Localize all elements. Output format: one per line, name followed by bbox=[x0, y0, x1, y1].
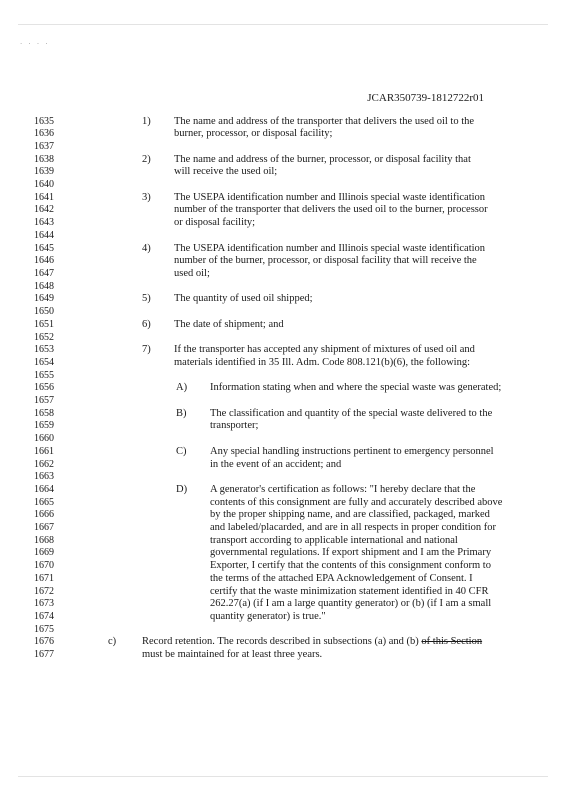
line-number: 1642 bbox=[34, 204, 54, 215]
struck-text: of this Section bbox=[421, 636, 483, 647]
line-number: 1643 bbox=[34, 217, 54, 228]
top-scan-edge bbox=[18, 24, 548, 25]
item-text-line: The quantity of used oil shipped; bbox=[174, 293, 313, 304]
line-number: 1646 bbox=[34, 255, 54, 266]
line-number: 1663 bbox=[34, 471, 54, 482]
line-number: 1676 bbox=[34, 636, 54, 647]
item-marker: D) bbox=[176, 484, 188, 495]
item-text-line: quantity generator) is true." bbox=[210, 611, 326, 622]
item-marker: 3) bbox=[142, 192, 151, 203]
item-text-line: number of the transporter that delivers the used oil to the burner, processor bbox=[174, 204, 488, 215]
line-number: 1669 bbox=[34, 547, 54, 558]
line-number: 1661 bbox=[34, 446, 54, 457]
line-number: 1650 bbox=[34, 306, 54, 317]
scan-artifact-mark: · · · · bbox=[20, 40, 50, 48]
item-text-line: The date of shipment; and bbox=[174, 319, 284, 330]
item-text-line: If the transporter has accepted any shipment of mixtures of used oil and bbox=[174, 344, 475, 355]
item-text-line: burner, processor, or disposal facility; bbox=[174, 128, 333, 139]
item-text-line: and labeled/placarded, and are in all respects in proper condition for bbox=[210, 522, 497, 533]
item-text-line: used oil; bbox=[174, 268, 210, 279]
line-number: 1653 bbox=[34, 344, 54, 355]
line-number: 1638 bbox=[34, 154, 54, 165]
line-number: 1668 bbox=[34, 535, 54, 546]
line-number: 1672 bbox=[34, 586, 54, 597]
item-text-line: must be maintained for at least three years. bbox=[142, 649, 323, 660]
item-marker: 5) bbox=[142, 293, 151, 304]
item-text-line: Any special handling instructions pertinent to emergency personnel bbox=[210, 446, 494, 457]
line-number: 1656 bbox=[34, 382, 54, 393]
item-text-line: certify that the waste minimization statement identified in 40 CFR bbox=[210, 586, 489, 597]
item-text-line: number of the burner, processor, or disposal facility that will receive the bbox=[174, 255, 477, 266]
item-marker: 2) bbox=[142, 154, 151, 165]
document-id: JCAR350739-1812722r01 bbox=[367, 92, 484, 104]
line-number: 1635 bbox=[34, 116, 54, 127]
item-text-line: A generator's certification as follows: "I hereby declare that the bbox=[210, 484, 476, 495]
item-marker: A) bbox=[176, 382, 188, 393]
line-number: 1659 bbox=[34, 420, 54, 431]
line-number: 1637 bbox=[34, 141, 54, 152]
line-number: 1667 bbox=[34, 522, 54, 533]
line-number: 1651 bbox=[34, 319, 54, 330]
retention-text: Record retention. The records described in subsections (a) and (b) bbox=[142, 636, 422, 647]
item-text-line: The name and address of the burner, processor, or disposal facility that bbox=[174, 154, 471, 165]
line-number: 1675 bbox=[34, 624, 54, 635]
item-text-line: The name and address of the transporter that delivers the used oil to the bbox=[174, 116, 475, 127]
line-number: 1655 bbox=[34, 370, 54, 381]
line-number: 1640 bbox=[34, 179, 54, 190]
line-number: 1644 bbox=[34, 230, 54, 241]
item-text-line: Exporter, I certify that the contents of this consignment conform to bbox=[210, 560, 491, 571]
item-text-line bbox=[142, 636, 482, 648]
item-text-line: by the proper shipping name, and are classified, packaged, marked bbox=[210, 509, 490, 520]
item-text-line: or disposal facility; bbox=[174, 217, 256, 228]
item-text-line: contents of this consignment are fully and accurately described above bbox=[210, 497, 503, 508]
line-number: 1673 bbox=[34, 598, 54, 609]
item-marker: c) bbox=[108, 636, 117, 647]
line-number: 1654 bbox=[34, 357, 54, 368]
item-text-line: in the event of an accident; and bbox=[210, 459, 342, 470]
item-text-line: transporter; bbox=[210, 420, 259, 431]
item-text-line: The classification and quantity of the special waste delivered to the bbox=[210, 408, 493, 419]
item-marker: 4) bbox=[142, 243, 151, 254]
line-number: 1649 bbox=[34, 293, 54, 304]
line-number: 1658 bbox=[34, 408, 54, 419]
bottom-scan-edge bbox=[18, 776, 548, 777]
item-marker: 7) bbox=[142, 344, 151, 355]
line-number: 1677 bbox=[34, 649, 54, 660]
item-marker: 6) bbox=[142, 319, 151, 330]
line-number: 1674 bbox=[34, 611, 54, 622]
line-number: 1666 bbox=[34, 509, 54, 520]
item-text-line: governmental regulations. If export shipment and I am the Primary bbox=[210, 547, 492, 558]
line-number: 1636 bbox=[34, 128, 54, 139]
item-text-line: will receive the used oil; bbox=[174, 166, 278, 177]
item-marker: 1) bbox=[142, 116, 151, 127]
line-number: 1660 bbox=[34, 433, 54, 444]
line-number: 1665 bbox=[34, 497, 54, 508]
line-number: 1671 bbox=[34, 573, 54, 584]
item-text-line: The USEPA identification number and Illinois special waste identification bbox=[174, 243, 486, 254]
line-number: 1664 bbox=[34, 484, 54, 495]
line-number: 1657 bbox=[34, 395, 54, 406]
line-number: 1670 bbox=[34, 560, 54, 571]
line-number: 1639 bbox=[34, 166, 54, 177]
item-text-line: The USEPA identification number and Illinois special waste identification bbox=[174, 192, 486, 203]
line-number: 1648 bbox=[34, 281, 54, 292]
line-number: 1652 bbox=[34, 332, 54, 343]
item-text-line: Information stating when and where the special waste was generated; bbox=[210, 382, 502, 393]
line-number: 1645 bbox=[34, 243, 54, 254]
line-number: 1641 bbox=[34, 192, 54, 203]
line-number: 1647 bbox=[34, 268, 54, 279]
item-marker: C) bbox=[176, 446, 187, 457]
item-text-line: transport according to applicable international and national bbox=[210, 535, 458, 546]
item-text-line: 262.27(a) (if I am a large quantity generator) or (b) (if I am a small bbox=[210, 598, 492, 609]
item-text-line: materials identified in 35 Ill. Adm. Code 808.121(b)(6), the following: bbox=[174, 357, 470, 368]
item-marker: B) bbox=[176, 408, 187, 419]
item-text-line: the terms of the attached EPA Acknowledgement of Consent. I bbox=[210, 573, 473, 584]
line-number: 1662 bbox=[34, 459, 54, 470]
